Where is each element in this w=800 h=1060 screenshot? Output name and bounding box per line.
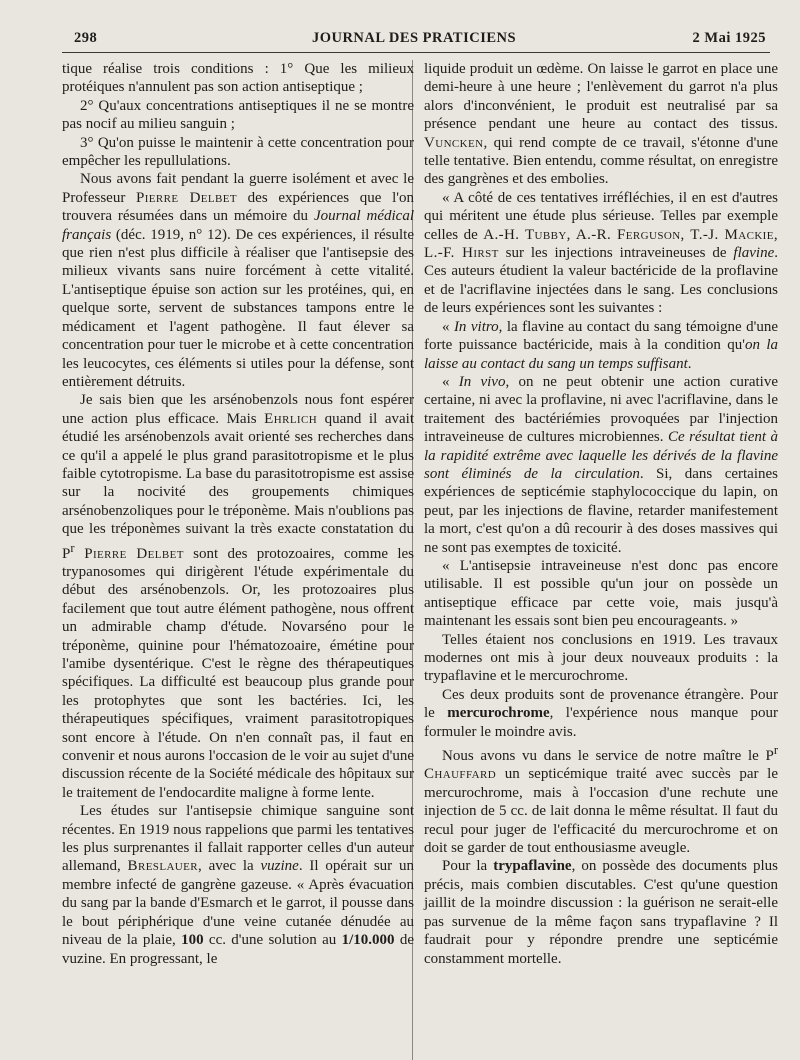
paragraph: Nous avons fait pendant la guerre isolément et avec le Professeur Pierre Delbet des expériences que l'on trouvera résumées dans un mémoire du Journal médical français (déc. 1919, n° 12). De ces expériences, il résulte que rien n'est plus difficile à réaliser que l'antisepsie des milieux vivants sans nuire forcément à cette vitalité. L'antiseptique épuise son action sur les protéines, qui, en quelque sorte, servent de substances tampons entre le médicament et l'agent pathogène. Il faut élever sa concentration pour tuer le microbe et à cette concentration les leucocytes, ces éléments si utiles pour la défense, sont entièrement détruits.	[62, 171, 414, 390]
paragraph: Pour la trypaflavine, on possède des documents plus précis, mais combien discutables. C'est qu'une question jaillit de la moindre discussion : la guérison ne serait-elle pas survenue de la même façon sans trypaflavine ? Il faudrait pour y répondre prendre une septicémie constamment mortelle.	[424, 858, 778, 967]
issue-date: 2 Mai 1925	[692, 30, 766, 46]
paragraph: Ces deux produits sont de provenance étrangère. Pour le mercurochrome, l'expérience nous manque pour formuler le moindre avis.	[424, 686, 779, 740]
paragraph: tique réalise trois conditions : 1° Que les milieux protéiques n'annulent pas son action antiseptique ;	[62, 61, 414, 96]
author-name: Pierre Delbet	[74, 545, 184, 562]
journal-reference: Journal médical français	[62, 208, 414, 243]
right-column	[424, 60, 778, 968]
paragraph: liquide produit un œdème. On laisse le garrot en place une demi-heure à une heure ; l'enlèvement du garrot n'a plus alors d'inconvénient, le produit est neutralisé par sa présence pendant une heure au contact des tissus. Vuncken, qui rend compte de ce travail, s'étonne d'une telle tentative. Bien entendu, comme résultat, on enregistre des gangrènes et des embolies.	[424, 61, 778, 188]
paragraph: « In vivo, on ne peut obtenir une action curative certaine, ni avec la proflavine, ni avec l'acriflavine, dans le traitement des bactériémies provoquées par l'injection intraveineuse de cultures microbiennes. Ce résultat tient à la rapidité extrême avec laquelle les dérivés de la flavine sont éliminés de la circulation. Si, dans certaines expériences de septicémie staphylococcique du lapin, on peut, par les injections de flavine, retarder manifestement la mort, c'est qu'on a dû recourir à des doses massives qui ne sont pas exemptes de toxicité.	[424, 373, 779, 556]
paragraph: Les études sur l'antisepsie chimique sanguine sont récentes. En 1919 nous rappelions que parmi les tentatives les plus surprenantes il fallait rapporter celles d'un auteur allemand, Breslauer, avec la vuzine. Il opérait sur un membre infecté de gangrène gazeuse. « Après évacuation du sang par la bande d'Esmarch et le garrot, il pousse dans le bout périphérique d'une veine cutanée dénudée au niveau de la plaie, 100 cc. d'une solution au 1/10.000 de vuzine. En progressant, le	[62, 803, 414, 967]
running-header	[62, 30, 766, 52]
paragraph: Je sais bien que les arsénobenzols nous font espérer une action plus efficace. Mais Ehrlich quand il avait étudié les arsénobenzols avait orienté ses recherches dans ce qu'il a appelé le plus grand parasitotropisme et le plus faible cytotropisme. La base du parasitotropisme est assise sur la nocivité des groupements chimiques arsénobenzoliques pour le tréponème. Mais n'oublions pas que les tréponèmes suivant la très exacte constatation du $P^r$ Pierre Delbet sont des protozoaires, comme les trypanosomes qui dirigèrent l'étude expérimentale du début des arsénobenzols. Or, les protozoaires plus facilement que tout autre élément pathogène, nous offrent un admirable champ d'étude. Novarséno pour le tréponème, quinine pour l'hématozoaire, émétine pour l'amibe dysentérique. C'est le règne des thérapeutiques spécifiques. La difficulté est beaucoup plus grande pour les protophytes que sont les bactéries. Ici, les thérapeutiques spécifiques, vraiment parasitotropiques sont encore à l'étude. On n'en connaît pas, il faut en convenir et nous aurons l'occasion de le voir au sujet d'une discussion récente de la Société médicale des hôpitaux sur le traitement de l'endocardite maligne à forme lente.	[62, 392, 414, 801]
paragraph: « In vitro, la flavine au contact du sang témoigne d'une forte puissance bactéricide, mais à la condition qu'on la laisse au contact du sang un temps suffisant.	[424, 318, 779, 372]
paragraph: Nous avons vu dans le service de notre maître le $P^r$ Chauffard un septicémique traité avec succès par le mercurochrome, mais à l'occasion d'une rechute une injection de 5 cc. de lait donna le même résultat. Il faut du recul pour juger de l'efficacité du mercurochrome et on doit se garder de tout enthousiasme aveugle.	[424, 743, 778, 857]
author-name: Pierre Delbet	[135, 189, 238, 206]
author-name: Chauffard	[424, 766, 497, 783]
author-name: Vuncken	[424, 134, 484, 151]
paragraph: 3° Qu'on puisse le maintenir à cette concentration pour empêcher les repullulations.	[62, 134, 414, 170]
drug-name: mercurochrome	[447, 705, 550, 722]
paragraph: « A côté de ces tentatives irréfléchies, il en est d'autres qui méritent une étude plus sérieuse. Telles par exemple celles de A.-H. Tubby, A.-R. Ferguson, T.-J. Mackie, L.-F. Hirst sur les injections intraveineuses de flavine. Ces auteurs étudient la valeur bactéricide de la proflavine et de l'acriflavine injectées dans le sang. Les conclusions de leurs expériences sont les suivantes :	[424, 189, 778, 317]
paragraph: « L'antisepsie intraveineuse n'est donc pas encore utilisable. Il est possible qu'un jour on possède un antiseptique efficace par cette voie, mais jusqu'à maintenant les essais sont bien peu encourageants. »	[424, 557, 778, 630]
left-column	[62, 60, 414, 968]
paragraph: Telles étaient nos conclusions en 1919. Les travaux modernes ont mis à jour deux nouveaux produits : la trypaflavine et le mercurochrome.	[424, 631, 778, 685]
author-names: A.-H. Tubby, A.-R. Ferguson, T.-J. Mackie, L.-F. Hirst	[424, 226, 778, 262]
journal-title: JOURNAL DES PRATICIENS	[311, 30, 517, 46]
drug-name: trypaflavine	[493, 858, 572, 875]
author-name: Ehrlich	[264, 410, 318, 427]
author-name: Breslauer	[127, 858, 198, 875]
paragraph: 2° Qu'aux concentrations antiseptiques il ne se montre pas nocif au milieu sanguin ;	[62, 97, 414, 133]
header-rule	[62, 52, 770, 53]
page-number: 298	[74, 30, 98, 46]
